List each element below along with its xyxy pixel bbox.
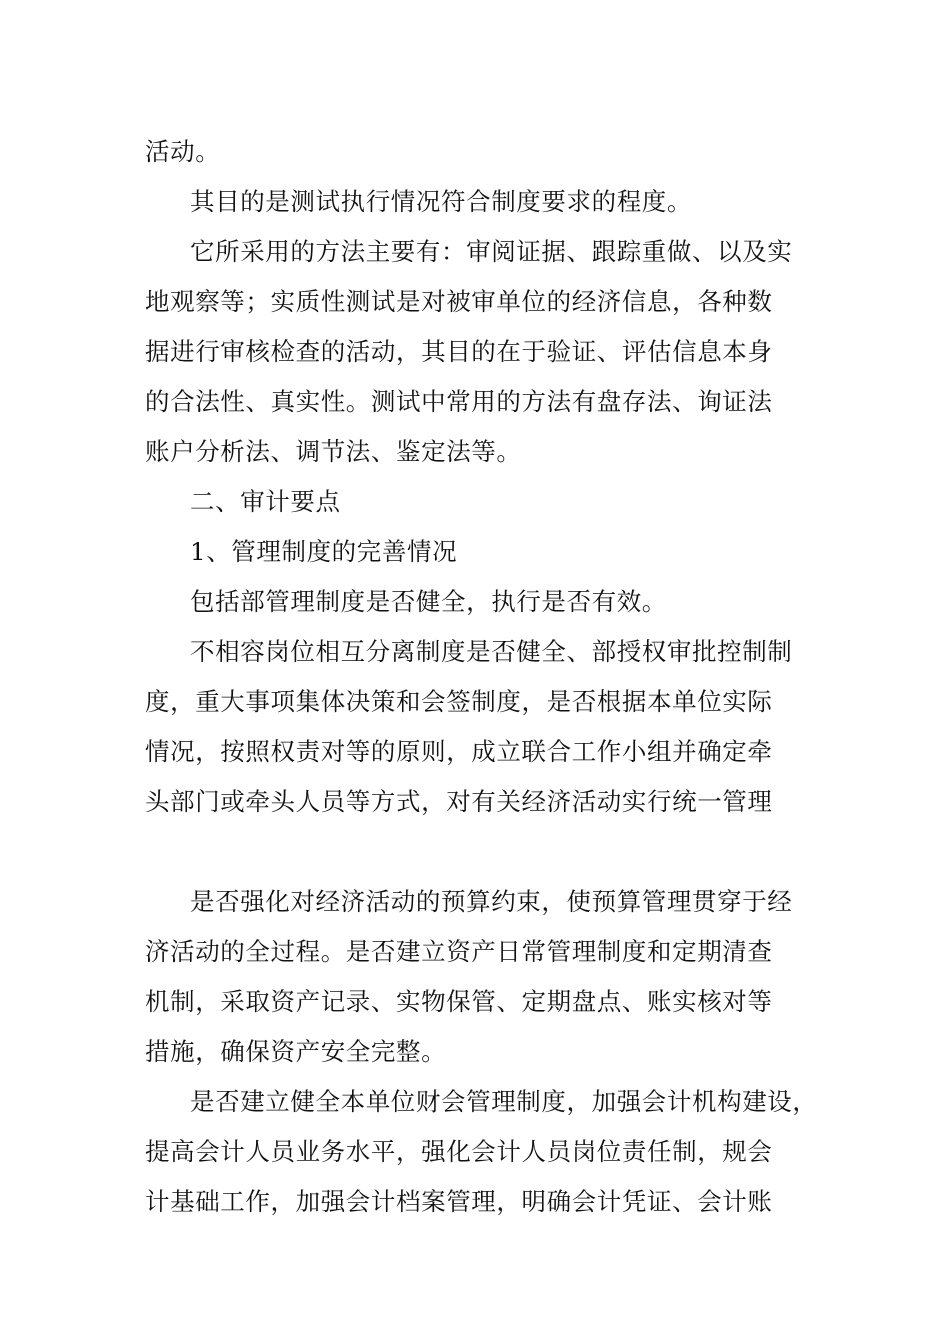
text-line: 账户分析法、调节法、鉴定法等。 xyxy=(145,437,522,466)
text-line: 头部门或牵头人员等方式，对有关经济活动实行统一管理 xyxy=(145,787,773,816)
section-heading: 二、审计要点 xyxy=(190,487,341,516)
text-line: 提高会计人员业务水平，强化会计人员岗位责任制，规会 xyxy=(145,1137,773,1166)
text-line: 它所采用的方法主要有：审阅证据、跟踪重做、以及实 xyxy=(190,237,793,266)
text-line: 情况，按照权责对等的原则，成立联合工作小组并确定牵 xyxy=(145,737,773,766)
text-line: 是否强化对经济活动的预算约束，使预算管理贯穿于经 xyxy=(190,887,793,916)
text-line: 度，重大事项集体决策和会签制度，是否根据本单位实际 xyxy=(145,687,773,716)
text-line: 地观察等；实质性测试是对被审单位的经济信息，各种数 xyxy=(145,287,773,316)
text-line: 活动。 xyxy=(145,137,221,166)
text-line: 据进行审核检查的活动，其目的在于验证、评估信息本身 xyxy=(145,337,773,366)
text-line: 的合法性、真实性。测试中常用的方法有盘存法、询证法 xyxy=(145,387,773,416)
text-line: 其目的是测试执行情况符合制度要求的程度。 xyxy=(190,187,692,216)
text-line: 包括部管理制度是否健全，执行是否有效。 xyxy=(190,587,667,616)
text-line: 措施，确保资产安全完整。 xyxy=(145,1037,447,1066)
text-line: 是否建立健全本单位财会管理制度，加强会计机构建设， xyxy=(190,1087,818,1116)
subsection-heading: 1、管理制度的完善情况 xyxy=(190,537,458,566)
text-line: 机制，采取资产记录、实物保管、定期盘点、账实核对等 xyxy=(145,987,773,1016)
text-line: 不相容岗位相互分离制度是否健全、部授权审批控制制 xyxy=(190,637,793,666)
text-line: 济活动的全过程。是否建立资产日常管理制度和定期清查 xyxy=(145,937,773,966)
text-line: 计基础工作，加强会计档案管理，明确会计凭证、会计账 xyxy=(145,1187,773,1216)
